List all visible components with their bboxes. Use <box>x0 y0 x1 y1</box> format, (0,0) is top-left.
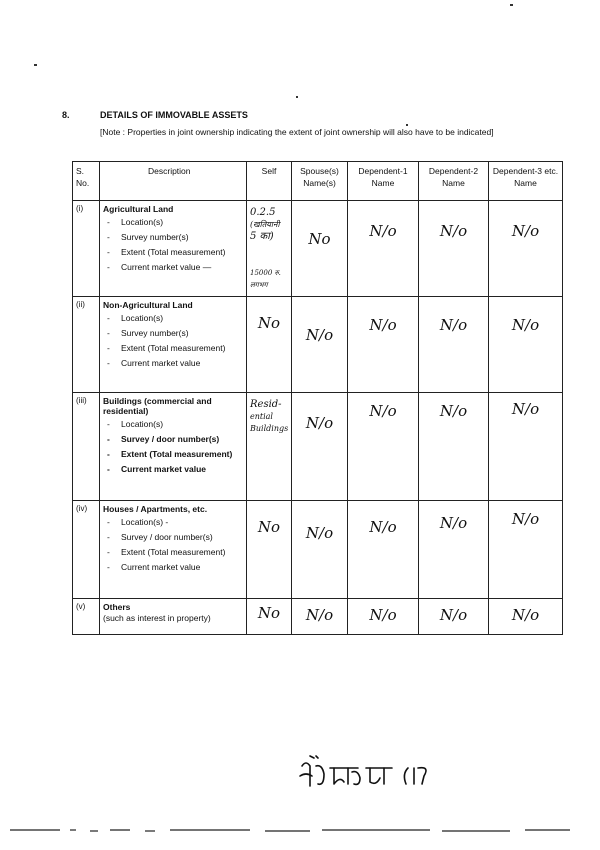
row-spouse-value <box>292 393 348 501</box>
row-sno: (iii) <box>73 393 100 501</box>
row-dep1-value <box>348 501 419 599</box>
row-dep2-value <box>419 201 489 297</box>
handwritten-text: N/o <box>439 222 468 240</box>
handwritten-text: N/o <box>511 316 540 334</box>
handwritten-text: N/o <box>439 402 468 420</box>
list-item: - Current market value — <box>103 262 243 273</box>
immovable-assets-table <box>72 161 563 635</box>
header-spouse: Spouse(s) Name(s) <box>292 162 348 201</box>
row-dep3-value <box>489 599 563 635</box>
row-description <box>100 599 247 635</box>
header-description: Description <box>100 162 247 201</box>
row-spouse-value <box>292 599 348 635</box>
row-sno: (iv) <box>73 501 100 599</box>
list-item: - Location(s) <box>103 313 243 324</box>
row-category: Non-Agricultural Land <box>103 300 193 310</box>
scan-artifact-line <box>10 826 590 834</box>
handwritten-text: N/o <box>305 414 334 432</box>
handwritten-text: 0.2.5 <box>250 207 276 218</box>
handwritten-text: N/o <box>369 606 397 624</box>
list-item: - Current market value <box>103 358 243 369</box>
handwritten-text: N/o <box>305 326 334 344</box>
handwritten-text: (खतियानी <box>250 220 280 229</box>
list-item: - Survey number(s) <box>103 328 243 339</box>
list-item: - Location(s) - <box>103 517 243 528</box>
row-dep3-value <box>489 201 563 297</box>
row-dep1-value <box>348 599 419 635</box>
row-self-value <box>247 501 292 599</box>
handwritten-text: No <box>257 314 281 332</box>
row-dep3-value <box>489 297 563 393</box>
list-item: - Location(s) <box>103 217 243 228</box>
row-spouse-value <box>292 501 348 599</box>
handwritten-text: N/o <box>369 222 397 240</box>
section-title: DETAILS OF IMMOVABLE ASSETS <box>100 110 248 120</box>
row-category: Houses / Apartments, etc. <box>103 504 208 514</box>
row-category: Others <box>103 602 131 612</box>
handwritten-text: N/o <box>369 518 397 536</box>
list-item: - Extent (Total measurement) <box>103 547 243 558</box>
row-dep2-value <box>419 393 489 501</box>
row-dep1-value <box>348 393 419 501</box>
section-note: [Note : Properties in joint ownership indicating the extent of joint ownership will also have to be indicated] <box>100 127 494 137</box>
handwritten-text: N/o <box>439 316 468 334</box>
row-dep1-value <box>348 297 419 393</box>
row-spouse-value <box>292 201 348 297</box>
handwritten-text: N/o <box>511 510 540 528</box>
item-list <box>103 517 243 573</box>
row-description <box>100 393 247 501</box>
handwritten-text: N/o <box>369 402 397 420</box>
list-item: - Extent (Total measurement) <box>103 449 243 460</box>
scan-speck <box>510 4 513 6</box>
table-row <box>73 393 563 501</box>
row-spouse-value <box>292 297 348 393</box>
header-dependent-1: Dependent-1 Name <box>348 162 419 201</box>
table-row <box>73 201 563 297</box>
row-sno: (ii) <box>73 297 100 393</box>
list-item: - Location(s) <box>103 419 243 430</box>
row-sno: (v) <box>73 599 100 635</box>
list-item: - Extent (Total measurement) <box>103 247 243 258</box>
handwritten-text: N/o <box>305 524 334 542</box>
item-list <box>103 217 243 273</box>
handwritten-text: 5 का) <box>250 231 274 242</box>
list-item: - Current market value <box>103 562 243 573</box>
handwritten-text: No <box>257 518 281 536</box>
handwritten-signature <box>296 752 456 798</box>
row-dep2-value <box>419 599 489 635</box>
row-self-value <box>247 201 292 297</box>
handwritten-text: 15000 रु. लगभग <box>250 269 281 289</box>
list-item: - Survey number(s) <box>103 232 243 243</box>
row-dep1-value <box>348 201 419 297</box>
item-list <box>103 313 243 369</box>
row-category: Agricultural Land <box>103 204 174 214</box>
item-list <box>103 419 243 475</box>
table-row <box>73 501 563 599</box>
scan-speck <box>34 64 37 66</box>
handwritten-text: ential <box>250 412 273 421</box>
header-self: Self <box>247 162 292 201</box>
header-sno: S. No. <box>73 162 100 201</box>
table-row <box>73 599 563 635</box>
scan-speck <box>296 96 298 98</box>
list-item: - Current market value <box>103 464 243 475</box>
list-item: - Survey / door number(s) <box>103 434 243 445</box>
section-number: 8. <box>62 110 70 120</box>
row-sno: (i) <box>73 201 100 297</box>
row-dep2-value <box>419 501 489 599</box>
table-row <box>73 297 563 393</box>
list-item: - Extent (Total measurement) <box>103 343 243 354</box>
row-self-value <box>247 393 292 501</box>
header-dependent-2: Dependent-2 Name <box>419 162 489 201</box>
list-item: - Survey / door number(s) <box>103 532 243 543</box>
handwritten-text: No <box>308 230 331 248</box>
handwritten-text: Resid- <box>250 399 282 410</box>
row-self-value <box>247 599 292 635</box>
row-dep2-value <box>419 297 489 393</box>
row-dep3-value <box>489 501 563 599</box>
row-dep3-value <box>489 393 563 501</box>
row-description <box>100 297 247 393</box>
handwritten-text: No <box>257 604 281 622</box>
handwritten-text: N/o <box>369 316 397 334</box>
handwritten-text: N/o <box>305 606 334 624</box>
table-header-row <box>73 162 563 201</box>
handwritten-text: Buildings <box>250 424 289 433</box>
handwritten-text: N/o <box>439 514 468 532</box>
row-category: Buildings (commercial and residential) <box>103 396 212 416</box>
row-self-value <box>247 297 292 393</box>
handwritten-text <box>250 243 288 267</box>
row-subtext: (such as interest in property) <box>103 613 211 623</box>
row-description <box>100 501 247 599</box>
handwritten-text: N/o <box>511 400 540 418</box>
row-description <box>100 201 247 297</box>
handwritten-text: N/o <box>511 606 540 624</box>
header-dependent-3: Dependent-3 etc. Name <box>489 162 563 201</box>
section-heading <box>62 110 248 120</box>
handwritten-text: N/o <box>511 222 540 240</box>
handwritten-text: N/o <box>439 606 468 624</box>
